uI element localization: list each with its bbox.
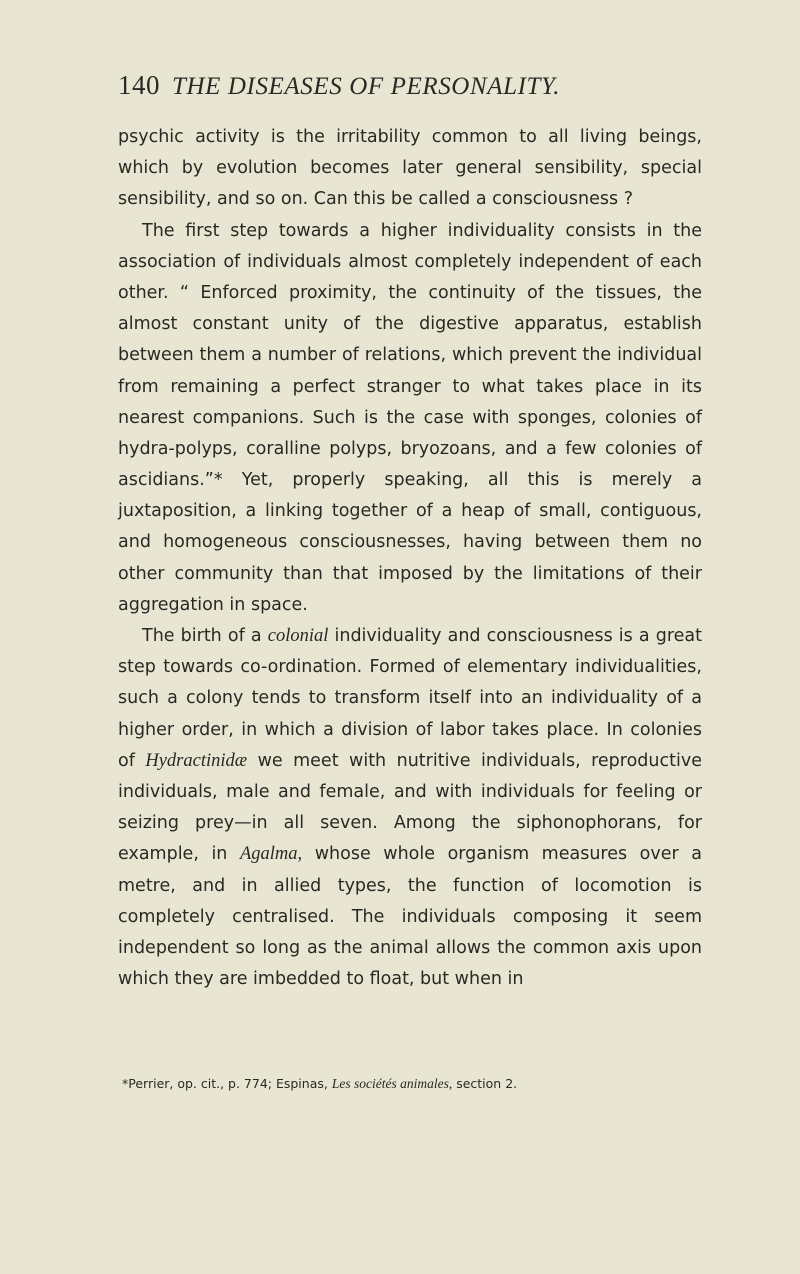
paragraph-2: The first step towards a higher individuality consists in the association of individuals almost completely independent of each other. “ Enforced proximity, the continuity of the tissues, the almost constant unity of the digestive apparatus, establish between them a number of relations, which prevent the individual from remaining a perfect stranger to what takes place in its nearest companions. Such is the case with sponges, colonies of hydra-polyps, coralline polyps, bryozoans, and a few colonies of ascidians.”* Yet, properly speaking, all this is merely a juxtaposition, a linking together of a heap of small, contiguous, and homogeneous consciousnesses, having between them no other community than that imposed by the limitations of their aggregation in space. [118, 220, 702, 615]
paragraph-3-part-1: The birth of a [142, 626, 262, 646]
footnote-book-title: Les sociétés animales, [331, 1076, 453, 1091]
paragraph-1: psychic activity is the irritability common to all living beings, which by evolution becomes later general sensibility, special sensibility, and so on. Can this be called a consciousness ? [118, 127, 702, 210]
italic-hydractinidae: Hydractinidæ [145, 750, 248, 771]
body-text [118, 122, 702, 995]
page-header [118, 70, 718, 110]
paragraph-3-part-4: whose whole organism measures over a metre, and in allied types, the function of locomotion is completely centralised. The individuals composing it seem independent so long as the animal allows the common axis upon which they are imbedded to float, but when in [118, 844, 702, 990]
footnote-section: section 2. [456, 1076, 518, 1091]
footnote-citation: *Perrier, op. cit., p. 774; Espinas, [122, 1076, 328, 1091]
italic-colonial: colonial [267, 626, 329, 646]
footnote [122, 1076, 722, 1092]
page-number: 140 [118, 70, 160, 100]
italic-agalma: Agalma, [239, 844, 303, 865]
paragraph-3-part-3: we meet with nutritive individuals, reproductive individuals, male and female, and with individuals for feeling or seizing prey—in all seven. Among the siphonophorans, for example, in [118, 750, 702, 865]
running-title: THE DISEASES OF PERSONALITY. [172, 73, 561, 100]
paragraph-3-part-2: individuality and consciousness is a great step towards co-ordination. Formed of elementary individualities, such a colony tends to transform itself into an individuality of a higher order, in which a division of labor takes place. In colonies of [118, 626, 702, 771]
paragraph-3 [118, 621, 702, 995]
